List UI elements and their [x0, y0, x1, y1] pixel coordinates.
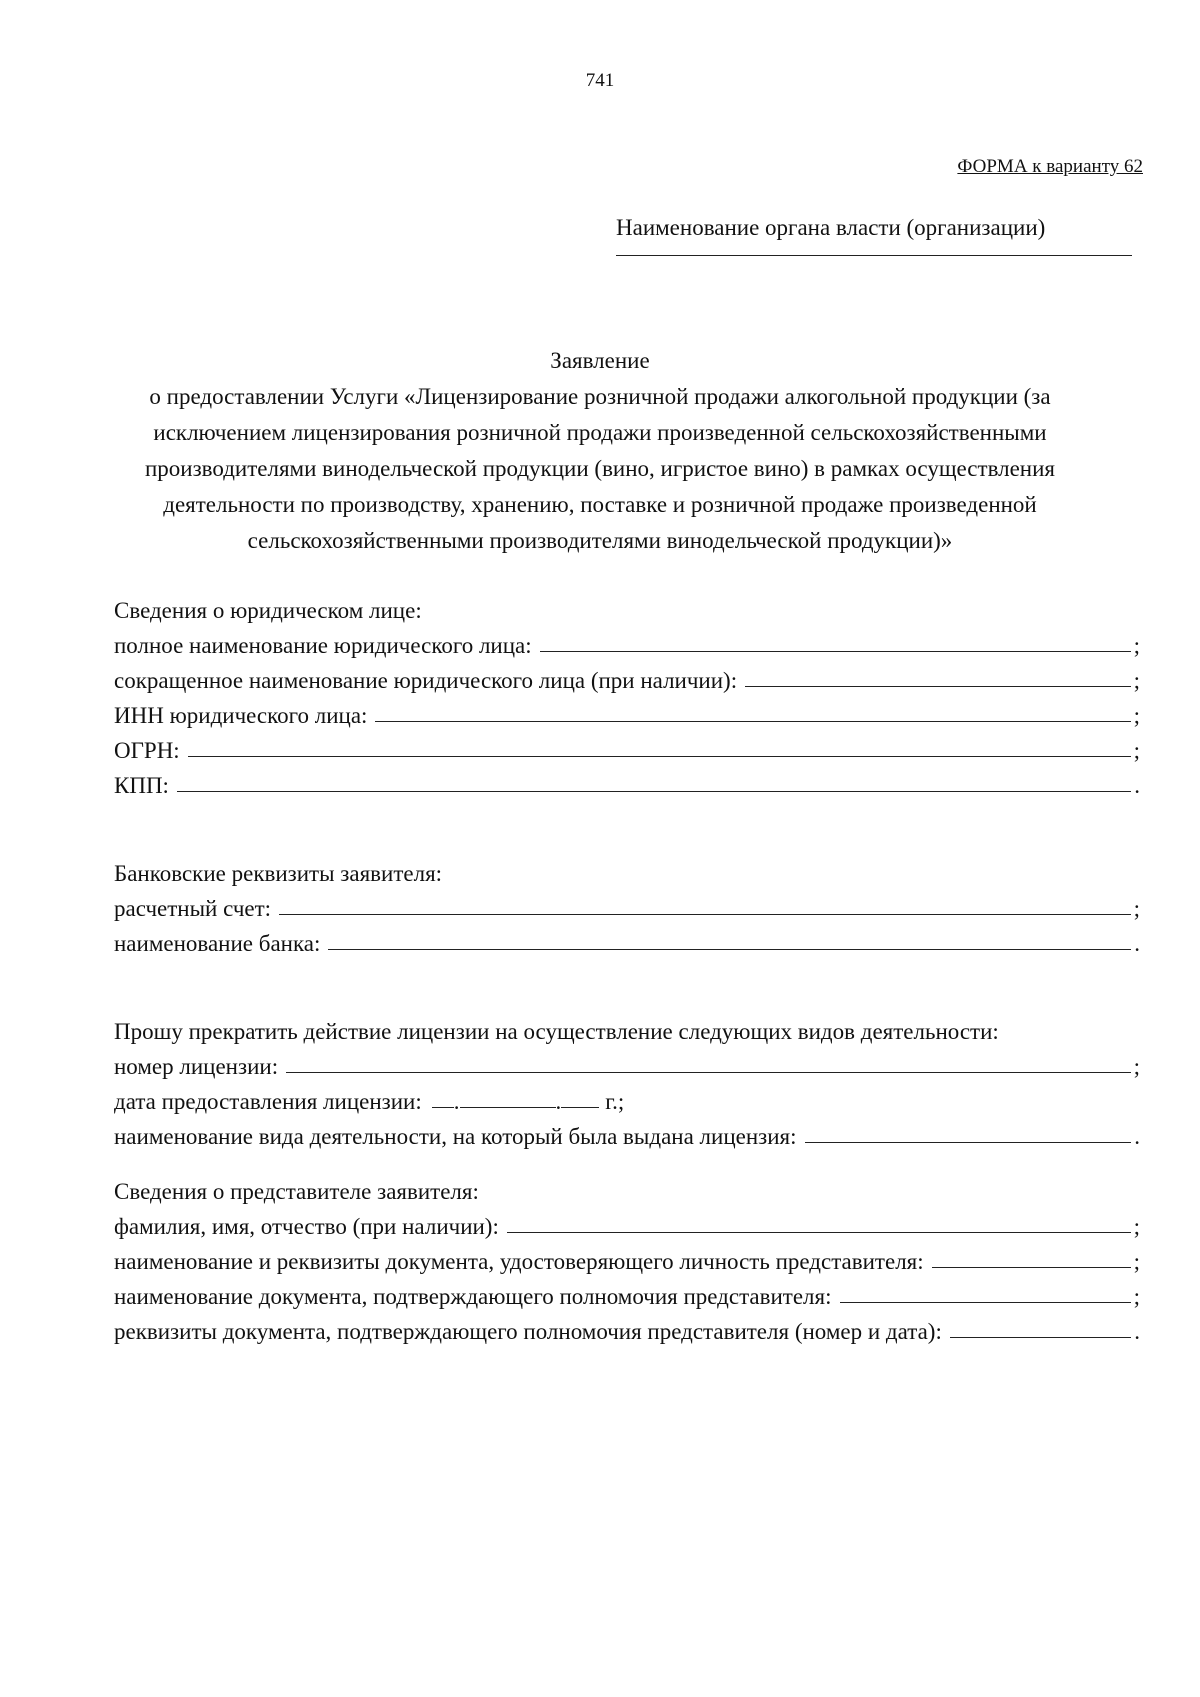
title-heading: Заявление: [550, 348, 650, 373]
blank-line[interactable]: [840, 1302, 1131, 1303]
representative-section: [114, 1170, 1140, 1345]
field-ogrn: [114, 729, 1140, 764]
legal-entity-heading: Сведения о юридическом лице:: [114, 598, 422, 623]
field-label: расчетный счет:: [114, 896, 272, 921]
field-end: ;: [1133, 738, 1140, 763]
blank-line[interactable]: [540, 651, 1131, 652]
license-section: [114, 1010, 1140, 1150]
field-authority-document-details: [114, 1310, 1140, 1345]
blank-line[interactable]: [177, 791, 1131, 792]
field-end: ;: [1133, 703, 1140, 728]
date-day-blank[interactable]: [432, 1107, 454, 1108]
field-inn: [114, 694, 1140, 729]
title-line: производителями винодельческой продукции (вино, игристое вино) в рамках осуществления: [144, 456, 1056, 481]
field-label: наименование документа, подтверждающего полномочия представителя:: [114, 1284, 832, 1309]
blank-line[interactable]: [745, 686, 1131, 687]
field-end: ;: [1133, 1284, 1140, 1309]
field-label: КПП:: [114, 773, 169, 798]
title-line: исключением лицензирования розничной продажи произведенной сельскохозяйственными: [153, 420, 1047, 445]
field-end: ;: [1133, 1249, 1140, 1274]
blank-line[interactable]: [375, 721, 1130, 722]
field-label: дата предоставления лицензии:: [114, 1089, 422, 1114]
date-month-blank[interactable]: [460, 1107, 556, 1108]
field-activity-type: [114, 1115, 1140, 1150]
field-end: .: [1134, 1124, 1140, 1149]
field-end: ;: [1133, 1054, 1140, 1079]
blank-line[interactable]: [188, 756, 1131, 757]
representative-heading: Сведения о представителе заявителя:: [114, 1179, 479, 1204]
blank-line[interactable]: [932, 1267, 1131, 1268]
authority-block: [616, 215, 1132, 256]
field-end: ;: [1133, 668, 1140, 693]
field-label: фамилия, имя, отчество (при наличии):: [114, 1214, 499, 1239]
bank-heading: Банковские реквизиты заявителя:: [114, 861, 443, 886]
authority-label: Наименование органа власти (организации): [616, 215, 1046, 240]
blank-line[interactable]: [805, 1142, 1132, 1143]
field-end: .: [1134, 773, 1140, 798]
field-license-date: [114, 1080, 1140, 1115]
blank-line[interactable]: [950, 1337, 1131, 1338]
field-representative-name: [114, 1205, 1140, 1240]
title-line: деятельности по производству, хранению, поставке и розничной продаже произведенной: [163, 492, 1037, 517]
field-authority-document: [114, 1275, 1140, 1310]
field-label: ИНН юридического лица:: [114, 703, 368, 728]
field-label: наименование банка:: [114, 931, 321, 956]
title-line: о предоставлении Услуги «Лицензирование розничной продажи алкогольной продукции (за: [149, 384, 1051, 409]
field-label: номер лицензии:: [114, 1054, 279, 1079]
field-label: сокращенное наименование юридического лица (при наличии):: [114, 668, 738, 693]
field-label: наименование вида деятельности, на который была выдана лицензия:: [114, 1124, 797, 1149]
field-end: .: [1134, 1319, 1140, 1344]
field-label: реквизиты документа, подтверждающего полномочия представителя (номер и дата):: [114, 1319, 942, 1344]
field-short-name: [114, 659, 1140, 694]
date-separator: .: [453, 1089, 460, 1114]
bank-section: [114, 852, 1140, 957]
license-heading: Прошу прекратить действие лицензии на осуществление следующих видов деятельности:: [114, 1019, 999, 1044]
field-end: .: [1134, 931, 1140, 956]
title-line: сельскохозяйственными производителями винодельческой продукции)»: [247, 528, 953, 553]
date-separator: .: [555, 1089, 562, 1114]
blank-line[interactable]: [286, 1072, 1131, 1073]
field-label: наименование и реквизиты документа, удостоверяющего личность представителя:: [114, 1249, 924, 1274]
field-end: ;: [1133, 633, 1140, 658]
date-suffix: г.;: [605, 1089, 625, 1114]
blank-line[interactable]: [328, 949, 1131, 950]
field-label: полное наименование юридического лица:: [114, 633, 532, 658]
blank-line[interactable]: [279, 914, 1131, 915]
field-label: ОГРН:: [114, 738, 180, 763]
application-title: [130, 343, 1070, 559]
field-bank-name: [114, 922, 1140, 957]
form-reference: ФОРМА к варианту 62: [957, 156, 1143, 177]
field-license-number: [114, 1045, 1140, 1080]
blank-line[interactable]: [507, 1232, 1131, 1233]
field-identity-document: [114, 1240, 1140, 1275]
legal-entity-section: [114, 589, 1140, 799]
field-kpp: [114, 764, 1140, 799]
field-account: [114, 887, 1140, 922]
authority-blank-line[interactable]: [616, 255, 1132, 256]
page-number: 741: [585, 70, 615, 91]
field-full-name: [114, 624, 1140, 659]
field-end: ;: [1133, 896, 1140, 921]
date-year-blank[interactable]: [561, 1107, 599, 1108]
field-end: ;: [1133, 1214, 1140, 1239]
